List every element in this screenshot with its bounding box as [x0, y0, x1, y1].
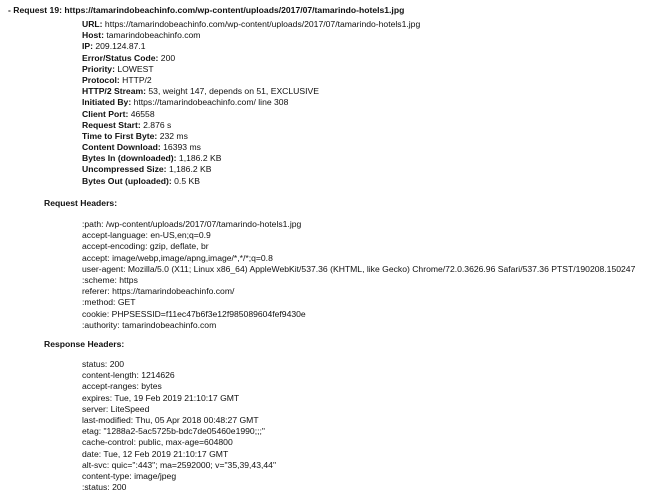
- detail-row: [82, 53, 420, 64]
- detail-value: tamarindobeachinfo.com: [106, 30, 201, 41]
- detail-row: [82, 30, 420, 41]
- request-header-line: :authority: tamarindobeachinfo.com: [82, 319, 217, 330]
- response-headers-list: [82, 359, 276, 493]
- detail-value: HTTP/2: [122, 74, 152, 85]
- response-header-line: expires: Tue, 19 Feb 2019 21:10:17 GMT: [82, 392, 240, 403]
- request-header-line: :method: GET: [82, 297, 136, 308]
- detail-value: 1,186.2 KB: [168, 164, 212, 175]
- detail-label: URL:: [82, 19, 103, 29]
- detail-label: Host:: [82, 30, 104, 41]
- detail-label: Error/Status Code:: [82, 52, 159, 63]
- detail-row: [82, 109, 420, 120]
- request-header-line: user-agent: Mozilla/5.0 (X11; Linux x86_64) AppleWebKit/537.36 (KHTML, like Gecko) Chrome/72.0.3626.96 Safari/537.36 PTST/190208.150247: [82, 263, 636, 274]
- detail-row: [82, 176, 420, 187]
- detail-row: [82, 75, 420, 86]
- request-header-line: accept: image/webp,image/apng,image/*,*/*;q=0.8: [82, 252, 273, 263]
- response-header-line: server: LiteSpeed: [82, 403, 150, 414]
- detail-value: 209.124.87.1: [95, 41, 146, 52]
- detail-value: https://tamarindobeachinfo.com/wp-content/uploads/2017/07/tamarindo-hotels1.jpg: [104, 19, 421, 29]
- detail-label: Bytes Out (uploaded):: [82, 175, 172, 186]
- detail-row: [82, 41, 420, 52]
- detail-row: [82, 142, 420, 153]
- detail-label: Request Start:: [82, 119, 141, 130]
- detail-value: 46558: [130, 108, 155, 119]
- response-header-line: date: Tue, 12 Feb 2019 21:10:17 GMT: [82, 448, 229, 459]
- request-header-line: accept-language: en-US,en;q=0.9: [82, 230, 211, 241]
- detail-row: [82, 97, 420, 108]
- request-header-line: accept-encoding: gzip, deflate, br: [82, 241, 209, 252]
- request-header-line: :scheme: https: [82, 274, 138, 285]
- response-header-line: etag: "1288a2-5ac5725b-bdc7de05460e1990;;;": [82, 426, 265, 437]
- detail-row: [82, 86, 420, 97]
- detail-label: Protocol:: [82, 74, 120, 85]
- request-header-line: referer: https://tamarindobeachinfo.com/: [82, 286, 235, 297]
- detail-label: Bytes In (downloaded):: [82, 153, 177, 164]
- detail-row: [82, 120, 420, 131]
- response-headers-title: Response Headers:: [44, 339, 125, 349]
- request-title: - Request 19: https://tamarindobeachinfo.com/wp-content/uploads/2017/07/tamarindo-hotels1.jpg: [8, 5, 405, 15]
- detail-label: Priority:: [82, 63, 115, 74]
- response-header-line: :status: 200: [82, 482, 127, 493]
- detail-label: Initiated By:: [82, 97, 132, 108]
- detail-row: [82, 19, 420, 30]
- detail-value: 232 ms: [159, 130, 188, 141]
- response-header-line: status: 200: [82, 359, 125, 369]
- detail-value: LOWEST: [117, 63, 154, 74]
- detail-row: [82, 153, 420, 164]
- detail-row: [82, 131, 420, 142]
- detail-row: [82, 64, 420, 75]
- response-header-line: accept-ranges: bytes: [82, 381, 162, 392]
- response-header-line: last-modified: Thu, 05 Apr 2018 00:48:27 GMT: [82, 414, 259, 425]
- detail-label: HTTP/2 Stream:: [82, 86, 146, 97]
- response-header-line: cache-control: public, max-age=604800: [82, 437, 233, 448]
- detail-value: 1,186.2 KB: [178, 153, 222, 164]
- response-header-line: alt-svc: quic=":443"; ma=2592000; v="35,39,43,44": [82, 459, 276, 470]
- detail-label: Time to First Byte:: [82, 130, 158, 141]
- request-headers-title: Request Headers:: [44, 198, 118, 208]
- request-header-line: cookie: PHPSESSID=f11ec47b6f3e12f985089604fef9430e: [82, 308, 306, 319]
- detail-label: Content Download:: [82, 142, 161, 153]
- response-header-line: content-length: 1214626: [82, 370, 175, 381]
- detail-value: 0.5 KB: [174, 175, 200, 186]
- detail-value: 200: [160, 52, 176, 63]
- request-header-line: :path: /wp-content/uploads/2017/07/tamarindo-hotels1.jpg: [82, 219, 302, 229]
- request-details: [82, 19, 420, 187]
- detail-row: [82, 164, 420, 175]
- detail-value: 53, weight 147, depends on 51, EXCLUSIVE: [148, 86, 319, 97]
- request-headers-list: [82, 219, 635, 331]
- detail-label: Client Port:: [82, 108, 129, 119]
- detail-value: 16393 ms: [163, 142, 201, 153]
- detail-label: Uncompressed Size:: [82, 164, 167, 175]
- detail-value: 2.876 s: [143, 119, 172, 130]
- detail-value: https://tamarindobeachinfo.com/ line 308: [133, 97, 289, 108]
- response-header-line: content-type: image/jpeg: [82, 470, 177, 481]
- detail-label: IP:: [82, 41, 93, 52]
